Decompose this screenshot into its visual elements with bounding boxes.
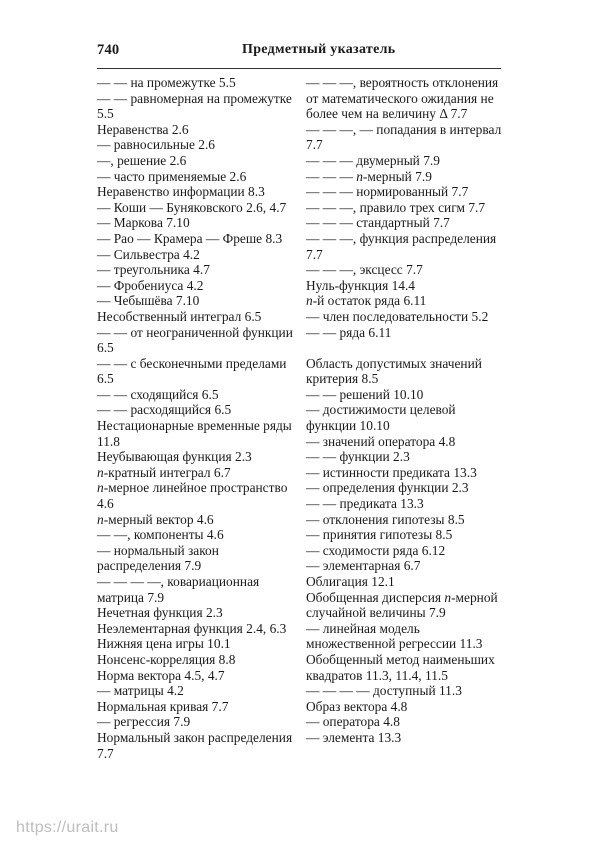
index-entry: — — — — доступный 11.3 [306,683,462,699]
index-entry: — — от неограниченной функции 6.5 [97,324,297,356]
index-entry: — — предиката 13.3 [306,496,424,512]
index-entry: — регрессия 7.9 [97,714,191,730]
index-entry: — часто применяемые 2.6 [97,168,247,184]
index-entry: Образ вектора 4.8 [306,698,408,714]
index-entry: — принятия гипотезы 8.5 [306,527,453,543]
index-entry: — Коши — Буняковского 2.6, 4.7 [97,199,287,215]
index-entry: — член последовательности 5.2 [306,308,489,324]
index-entry: Неравенство информации 8.3 [97,184,265,200]
index-entry: — определения функции 2.3 [306,480,469,496]
index-entry: — — —, эксцесс 7.7 [306,262,423,278]
index-column-right [306,75,505,746]
index-entry: Обобщенный метод наименьших квадратов 11.3, 11.4, 11.5 [306,651,499,683]
index-entry: Неравенства 2.6 [97,121,189,137]
index-entry: Нестационарные временные ряды 11.8 [97,418,296,449]
index-entry: — — решений 10.10 [306,386,424,402]
index-entry: — треугольника 4.7 [97,262,210,278]
index-entry: — достижимости целевой функции 10.10 [306,402,459,434]
index-entry: — истинности предиката 13.3 [306,464,477,480]
index-entry: — — — нормированный 7.7 [306,184,469,200]
index-entry: — — —, — попадания в интервал 7.7 [306,121,505,153]
index-entry: Облигация 12.1 [306,574,395,589]
index-entry: — — — n-мерный 7.9 [306,168,432,184]
index-entry: — линейная модель множественной регрессии 11.3 [306,620,483,652]
index-entry: — — —, правило трех сигм 7.7 [306,199,486,215]
index-entry: — сходимости ряда 6.12 [306,542,446,558]
index-entry: — — — двумерный 7.9 [306,152,440,168]
index-entry: — — с бесконечными пределами 6.5 [97,355,290,387]
index-entry: n-й остаток ряда 6.11 [306,293,427,309]
index-entry: — отклонения гипотезы 8.5 [306,511,465,527]
index-entry: n-мерное линейное пространство 4.6 [97,480,291,512]
index-entry: — Сильвестра 4.2 [97,246,200,262]
index-entry: — — на промежутке 5.5 [97,75,236,90]
index-entry: — — расходящийся 6.5 [97,402,232,418]
index-entry: Нонсенс-корреляция 8.8 [97,651,236,667]
index-entry: — элемента 13.3 [306,729,402,745]
index-entry: — элементарная 6.7 [306,558,421,574]
index-entry: Нормальная кривая 7.7 [97,698,229,714]
index-entry: Область допустимых значений критерия 8.5 [306,355,486,387]
index-entry: —, решение 2.6 [97,152,187,168]
index-entry: — Чебышёва 7.10 [97,293,200,309]
index-entry: — оператора 4.8 [306,714,400,730]
index-entry: n-мерный вектор 4.6 [97,511,214,527]
index-entry: — — сходящийся 6.5 [97,386,219,402]
running-header [97,42,501,64]
index-entry: — Фробениуса 4.2 [97,277,204,293]
index-entry: Неубывающая функция 2.3 [97,449,252,465]
index-entry: — — равномерная на промежутке 5.5 [97,90,296,122]
index-entry: — — —, вероятность отклонения от математического ожидания не более чем на величину Δ 7.7 [306,75,502,122]
index-entry: — — функции 2.3 [306,449,410,465]
index-entry: Нечетная функция 2.3 [97,605,223,621]
index-entry: — матрицы 4.2 [97,683,184,699]
index-entry: — — ряда 6.11 [306,324,392,340]
index-entry: — равносильные 2.6 [97,137,215,153]
running-title: Предметный указатель [242,42,396,57]
watermark-url: https://urait.ru [16,819,119,836]
index-entry: — Рао — Крамера — Фреше 8.3 [97,230,283,246]
index-entry: Нижняя цена игры 10.1 [97,636,231,652]
index-entry: Несобственный интеграл 6.5 [97,308,262,324]
index-entry: — значений оператора 4.8 [306,433,456,449]
index-entry: — — — —, ковариационная матрица 7.9 [97,574,263,605]
index-entry: — —, компоненты 4.6 [97,527,224,543]
page-number: 740 [97,42,120,58]
header-rule [97,68,501,69]
index-entry: Нуль-функция 14.4 [306,277,416,293]
index-column-left [97,75,297,761]
index-entry: Норма вектора 4.5, 4.7 [97,667,225,683]
index-entry: Неэлементарная функция 2.4, 6.3 [97,620,287,636]
index-entry: — — — стандартный 7.7 [306,215,450,231]
index-entry: n-кратный интеграл 6.7 [97,464,231,480]
index-entry: Обобщенная дисперсия n-мерной случайной величины 7.9 [306,589,502,621]
index-entry: — нормальный закон распределения 7.9 [97,542,223,574]
index-entry: — — —, функция распределения 7.7 [306,230,500,262]
index-entry: — Маркова 7.10 [97,215,190,231]
index-entry: Нормальный закон распределения 7.7 [97,729,296,761]
